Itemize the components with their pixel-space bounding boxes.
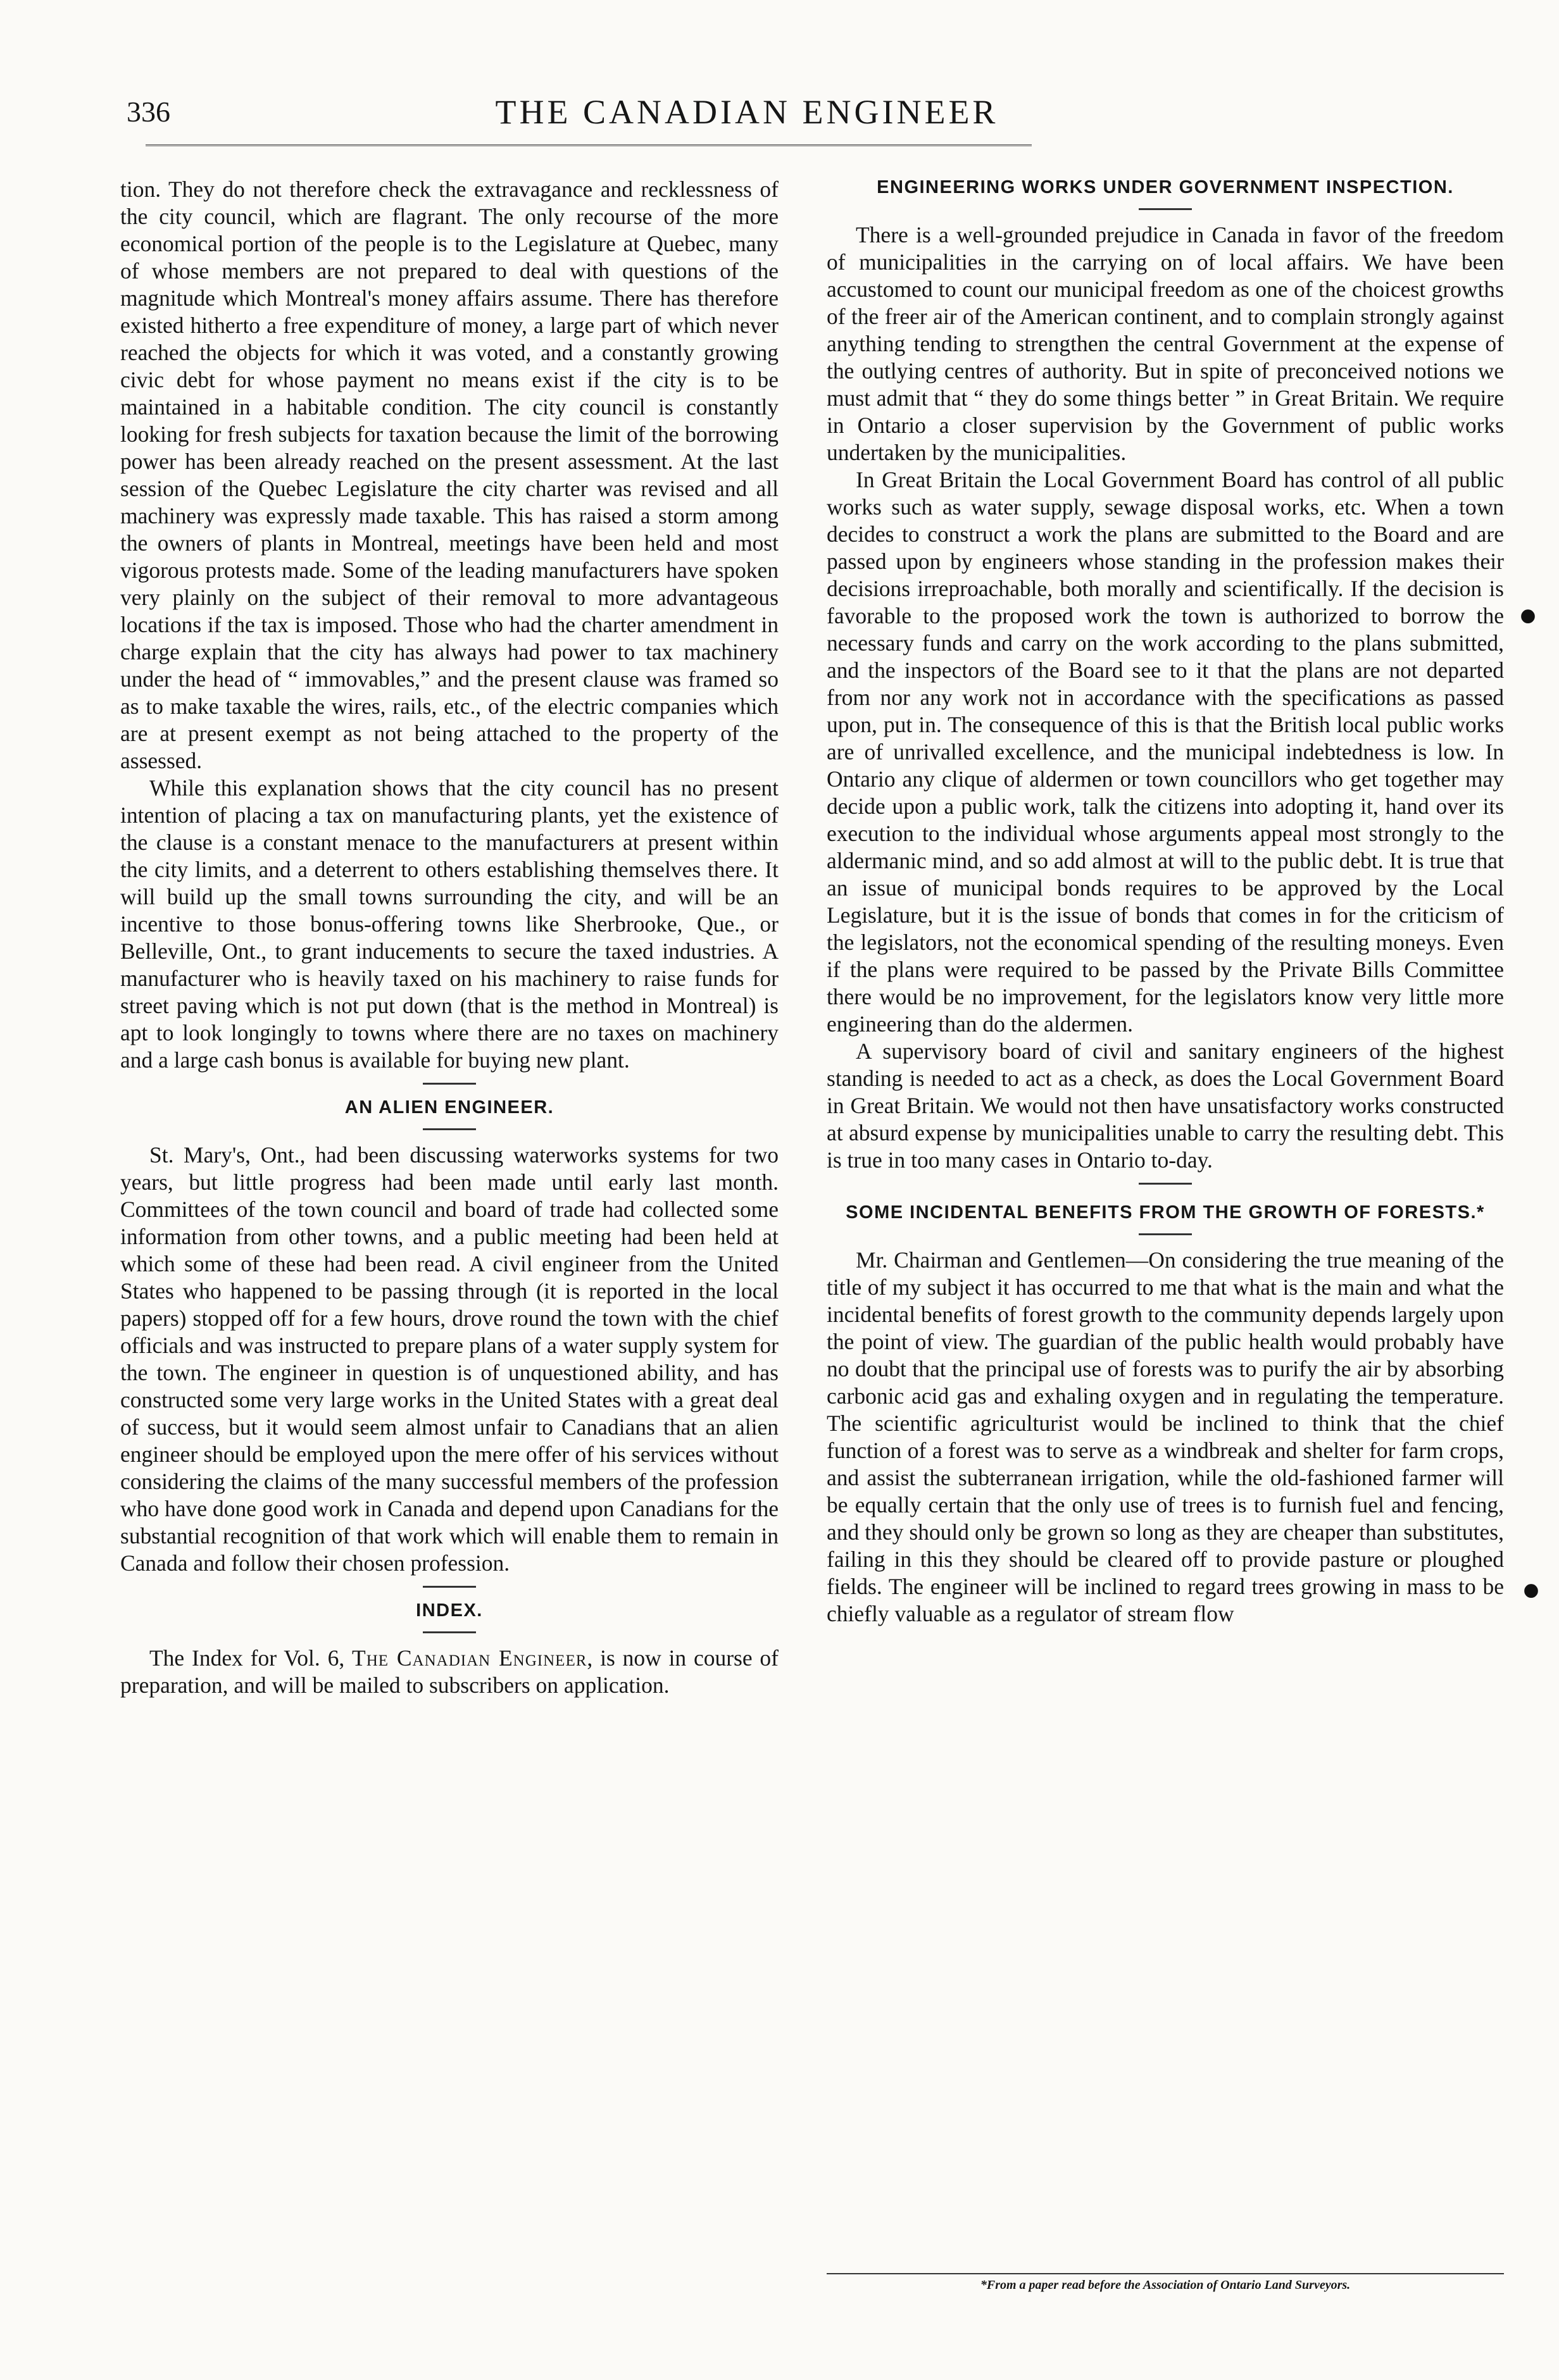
section-rule [423, 1631, 476, 1633]
heading-forests: SOME INCIDENTAL BENEFITS FROM THE GROWTH OF FORESTS.* [846, 1202, 1485, 1223]
section-rule [1139, 1233, 1192, 1235]
footnote: *From a paper read before the Association of Ontario Land Surveyors. [827, 2273, 1504, 2293]
header-rule [146, 144, 1032, 146]
paragraph-index [120, 1645, 779, 1699]
paragraph-forests: Mr. Chairman and Gentlemen—On considering the true meaning of the title of my subject it has occurred to me that what is the main and what the incidental benefits of forest growth to the community depends largely upon the point of view. The guardian of the public health would probably have no doubt that the principal use of forests was to purify the air by absorbing carbonic acid gas and exhaling oxygen and in regulating the temperature. The scientific agriculturist would be inclined to think that the chief function of a forest was to serve as a windbreak and shelter for farm crops, and assist the subterranean irrigation, while the old-fashioned farmer will be equally certain that the only use of trees is to furnish fuel and fencing, and they should only be grown so long as they are cheaper than substitutes, failing in this they should be cleared off to provide pasture or ploughed fields. The engineer will be inclined to regard trees growing in mass to be chiefly valuable as a regulator of stream flow [827, 1247, 1504, 1626]
paragraph-montreal-taxation: tion. They do not therefore check the extravagance and recklessness of the city council, which are flagrant. The only recourse of the more economical portion of the people is to the Legislature at Quebec, many of whose members are not prepared to deal with questions of the magnitude which Montreal's money affairs assume. There has therefore existed hitherto a free expenditure of money, a large part of which never reached the objects for which it was voted, and a constantly growing civic debt for whose payment no means exist if the city is to be maintained in a habitable condition. The city council is constantly looking for fresh subjects for taxation because the limit of the borrowing power has been already reached on the present assessment. At the last session of the Quebec Legislature the city charter was revised and all machinery was expressly made taxable. This has raised a storm among the owners of plants in Montreal, meetings have been held and most vigorous protests made. Some of the leading manufacturers have spoken very plainly on the subject of their removal to more advantageous locations if the tax is imposed. Those who had the charter amendment in charge explain that the city has always had power to tax machinery under the head of “ immovables,” and the present clause was framed so as to make taxable the wires, rails, etc., of the electric companies which are at present exempt as not being attached to the property of the assessed. [120, 177, 779, 773]
margin-ink-mark: • [1522, 1564, 1541, 1619]
journal-title: THE CANADIAN ENGINEER [495, 93, 999, 131]
paragraph-local-government-board: In Great Britain the Local Government Board has control of all public works such as water supply, sewage disposal works, etc. When a town decides to construct a work the plans are submitted to the Board and are passed upon by engineers whose standing in the profession makes their decisions irreproachable, both morally and scientifically. If the decision is favorable to the proposed work the town is authorized to borrow the necessary funds and carry on the work according to the plans submitted, and the inspectors of the Board see to it that the plans are not departed from nor any work not in accordance with the specifications as passed upon, put in. The consequence of this is that the British local public works are of unrivalled excellence, and the municipal indebtedness is low. In Ontario any clique of aldermen or town councillors who get together may decide upon a public work, talk the citizens into adopting it, hand over its execution to the individual whose arguments appeal most strongly to the aldermanic mind, and so add almost at will to the public debt. It is true that an issue of municipal bonds requires to be approved by the Local Legislature, but it is the issue of bonds that comes in for the criticism of the legislators, not the economical spending of the resulting moneys. Even if the plans were required to be passed by the Private Bills Committee there would be no improvement, for the legislators know very little more engineering than do the aldermen. [827, 467, 1504, 1037]
journal-name: The Canadian Engineer [352, 1645, 587, 1671]
section-rule [423, 1128, 476, 1130]
page-header [127, 95, 1367, 139]
heading-alien-engineer: AN ALIEN ENGINEER. [344, 1097, 554, 1118]
section-rule [1139, 208, 1192, 210]
paragraph-alien-engineer: St. Mary's, Ont., had been discussing waterworks systems for two years, but little progress had been made until early last month. Committees of the town council and board of trade had collected some information from other towns, and a public meeting had been held at which some of these had been read. A civil engineer from the United States who happened to be passing through (it is reported in the local papers) stopped off for a few hours, drove round the town with the chief officials and was instructed to prepare plans of a water supply system for the town. The engineer in question is of unquestioned ability, and has constructed some very large works in the United States with a great deal of success, but it would seem almost unfair to Canadians that an alien engineer should be employed upon the mere offer of his services without considering the claims of the many successful members of the profession who have done good work in Canada and depend upon Canadians for the substantial recognition of that work which will enable them to remain in Canada and follow their chosen profession. [120, 1142, 779, 1576]
section-rule [423, 1083, 476, 1085]
left-column [120, 176, 779, 2290]
paragraph-municipal-freedom: There is a well-grounded prejudice in Canada in favor of the freedom of municipalities in the carrying on of local affairs. We have been accustomed to count our municipal freedom as one of the choicest growths of the freer air of the American continent, and to complain strongly against anything tending to strengthen the central Government at the expense of the outlying centres of authority. But in spite of preconceived notions we must admit that “ they do some things better ” in Great Britain. We require in Ontario a closer supervision by the Government of public works undertaken by the municipalities. [827, 222, 1504, 465]
paragraph-explanation: While this explanation shows that the city council has no present intention of placing a tax on manufacturing plants, yet the existence of the clause is a constant menace to the manufacturers at present within the city limits, and a deterrent to others establishing themselves there. It will build up the small towns surrounding the city, and will be an incentive to those bonus-offering towns like Sherbrooke, Que., or Belleville, Ont., to grant inducements to secure the taxed industries. A manufacturer who is heavily taxed on his machinery to raise funds for street paving which is not put down (that is the method in Montreal) is apt to look longingly to towns where there are no taxes on machinery and a large cash bonus is available for buying new plant. [120, 775, 779, 1073]
right-column [827, 176, 1504, 2290]
index-text-start: The Index for Vol. 6, [149, 1645, 353, 1671]
margin-ink-mark: • [1519, 589, 1537, 645]
index-text-end: , is now in course of preparation, and will be mailed to subscribers on application. [120, 1645, 779, 1698]
page-number: 336 [127, 96, 170, 128]
paragraph-supervisory-board: A supervisory board of civil and sanitary engineers of the highest standing is needed to act as a check, as does the Local Government Board in Great Britain. We would not then have unsatisfactory works constructed at absurd expense by municipalities unable to carry the resulting debt. This is true in too many cases in Ontario to-day. [827, 1038, 1504, 1173]
heading-government-inspection: ENGINEERING WORKS UNDER GOVERNMENT INSPECTION. [877, 177, 1454, 197]
section-rule [1139, 1183, 1192, 1185]
heading-index: INDEX. [416, 1600, 483, 1621]
section-rule [423, 1586, 476, 1588]
